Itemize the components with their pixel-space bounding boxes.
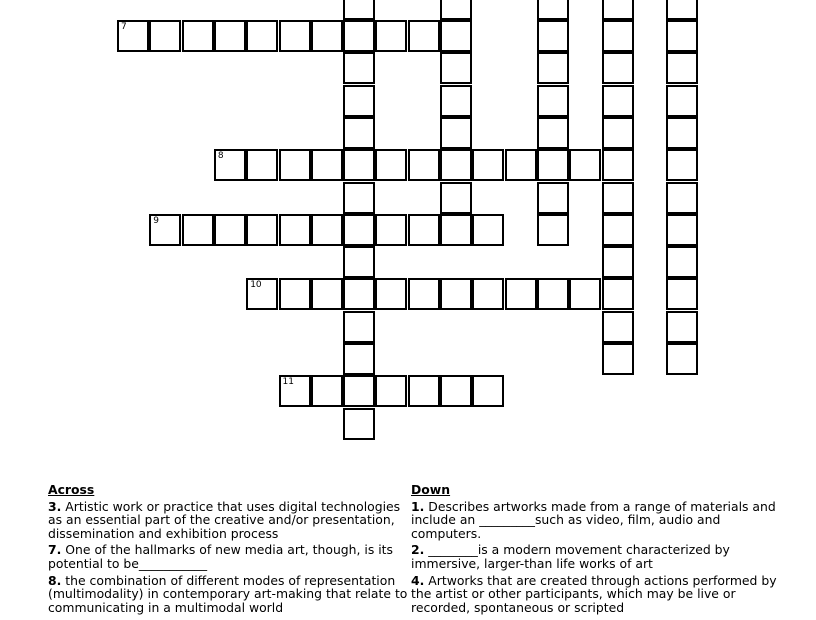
grid-cell[interactable]: [375, 20, 407, 52]
down-clue-4: 4. Artworks that are created through actions performed by the artist or other participants, which may be live or recorded, spontaneous or scripted: [411, 572, 777, 615]
grid-cell[interactable]: [279, 278, 311, 310]
grid-cell[interactable]: [472, 278, 504, 310]
grid-cell[interactable]: [666, 182, 698, 214]
grid-cell[interactable]: [343, 0, 375, 20]
grid-cell[interactable]: [472, 375, 504, 407]
grid-cell[interactable]: [602, 182, 634, 214]
down-heading: Down: [411, 482, 451, 497]
grid-cell[interactable]: [214, 20, 246, 52]
grid-cell[interactable]: [375, 149, 407, 181]
grid-cell[interactable]: [666, 343, 698, 375]
grid-cell[interactable]: [343, 408, 375, 440]
grid-cell[interactable]: [666, 149, 698, 181]
grid-cell[interactable]: [408, 375, 440, 407]
grid-cell[interactable]: [440, 0, 472, 20]
grid-cell[interactable]: [343, 182, 375, 214]
across-heading: Across: [48, 482, 95, 497]
grid-cell[interactable]: [279, 149, 311, 181]
grid-cell[interactable]: [343, 311, 375, 343]
grid-cell[interactable]: [408, 214, 440, 246]
grid-cell[interactable]: [343, 278, 375, 310]
grid-cell[interactable]: [440, 375, 472, 407]
grid-cell[interactable]: [602, 52, 634, 84]
grid-cell[interactable]: [602, 311, 634, 343]
grid-cell[interactable]: [440, 149, 472, 181]
across-clues: [48, 483, 408, 617]
grid-cell[interactable]: [440, 117, 472, 149]
grid-cell[interactable]: [408, 149, 440, 181]
clue-number: 9: [153, 215, 160, 226]
grid-cell[interactable]: [472, 149, 504, 181]
grid-cell[interactable]: [602, 117, 634, 149]
grid-cell[interactable]: [537, 214, 569, 246]
grid-cell[interactable]: [182, 20, 214, 52]
down-clue-2: 2. ________is a modern movement characterized by immersive, larger-than life works of art: [411, 542, 730, 571]
grid-cell[interactable]: [472, 214, 504, 246]
grid-cell[interactable]: [343, 149, 375, 181]
grid-cell[interactable]: [666, 246, 698, 278]
grid-cell[interactable]: [602, 278, 634, 310]
grid-cell[interactable]: [537, 20, 569, 52]
grid-cell[interactable]: [343, 343, 375, 375]
grid-cell[interactable]: [569, 278, 601, 310]
across-clue-3: 3. Artistic work or practice that uses digital technologies as an essential part of the creative and/or presentation, dissemination and exhibition process: [48, 498, 401, 541]
grid-cell[interactable]: [246, 278, 278, 310]
grid-cell[interactable]: [279, 20, 311, 52]
grid-cell[interactable]: [537, 52, 569, 84]
grid-cell[interactable]: [375, 375, 407, 407]
grid-cell[interactable]: [375, 214, 407, 246]
grid-cell[interactable]: [149, 20, 181, 52]
grid-cell[interactable]: [311, 375, 343, 407]
grid-cell[interactable]: [311, 214, 343, 246]
grid-cell[interactable]: [246, 149, 278, 181]
grid-cell[interactable]: [343, 52, 375, 84]
grid-cell[interactable]: [343, 117, 375, 149]
grid-cell[interactable]: [311, 20, 343, 52]
grid-cell[interactable]: [602, 0, 634, 20]
grid-cell[interactable]: [537, 149, 569, 181]
clue-number: 7: [121, 22, 127, 32]
grid-cell[interactable]: [537, 85, 569, 117]
grid-cell[interactable]: [666, 311, 698, 343]
grid-cell[interactable]: [440, 85, 472, 117]
down-clue-1: 1. Describes artworks made from a range of materials and include an _________such as video, film, audio and computers.: [411, 498, 776, 541]
grid-cell[interactable]: [311, 278, 343, 310]
grid-cell[interactable]: [602, 246, 634, 278]
grid-cell[interactable]: [408, 278, 440, 310]
grid-cell[interactable]: [602, 214, 634, 246]
grid-cell[interactable]: [537, 278, 569, 310]
grid-cell[interactable]: [666, 278, 698, 310]
grid-cell[interactable]: [666, 0, 698, 20]
grid-cell[interactable]: [569, 149, 601, 181]
clue-number: 8: [217, 151, 224, 162]
grid-cell[interactable]: [343, 85, 375, 117]
grid-cell[interactable]: [343, 214, 375, 246]
grid-cell[interactable]: [246, 214, 278, 246]
grid-cell[interactable]: [375, 278, 407, 310]
grid-cell[interactable]: [408, 20, 440, 52]
grid-cell[interactable]: [537, 182, 569, 214]
grid-cell[interactable]: [666, 214, 698, 246]
grid-cell[interactable]: [602, 343, 634, 375]
grid-cell[interactable]: [246, 20, 278, 52]
grid-cell[interactable]: [666, 52, 698, 84]
grid-cell[interactable]: [666, 117, 698, 149]
grid-cell[interactable]: [537, 0, 569, 20]
grid-cell[interactable]: [311, 149, 343, 181]
grid-cell[interactable]: [440, 20, 472, 52]
grid-cell[interactable]: [440, 278, 472, 310]
grid-cell[interactable]: [343, 375, 375, 407]
grid-cell[interactable]: [666, 85, 698, 117]
clue-number: 10: [250, 280, 262, 291]
grid-cell[interactable]: [602, 149, 634, 181]
grid-cell[interactable]: [440, 52, 472, 84]
grid-cell[interactable]: [279, 214, 311, 246]
down-clues: [411, 483, 791, 617]
grid-cell[interactable]: [149, 214, 181, 246]
grid-cell[interactable]: [666, 20, 698, 52]
grid-cell[interactable]: [505, 278, 537, 310]
grid-cell[interactable]: [505, 149, 537, 181]
grid-cell[interactable]: [602, 85, 634, 117]
grid-cell[interactable]: [440, 214, 472, 246]
grid-cell[interactable]: [214, 149, 246, 181]
grid-cell[interactable]: [537, 117, 569, 149]
clue-number: 11: [282, 377, 294, 388]
across-clue-7: 7. One of the hallmarks of new media art, though, is its potential to be___________: [48, 542, 393, 571]
grid-cell[interactable]: [279, 375, 311, 407]
grid-cell[interactable]: [343, 20, 375, 52]
grid-cell[interactable]: [214, 214, 246, 246]
grid-cell[interactable]: [117, 20, 149, 52]
grid-cell[interactable]: [440, 182, 472, 214]
grid-cell[interactable]: [182, 214, 214, 246]
grid-cell[interactable]: [602, 20, 634, 52]
across-clue-8: 8. the combination of different modes of representation (multimodality) in contemporary art-making that relate to communicating in a multimodal world: [48, 572, 408, 615]
grid-cell[interactable]: [343, 246, 375, 278]
